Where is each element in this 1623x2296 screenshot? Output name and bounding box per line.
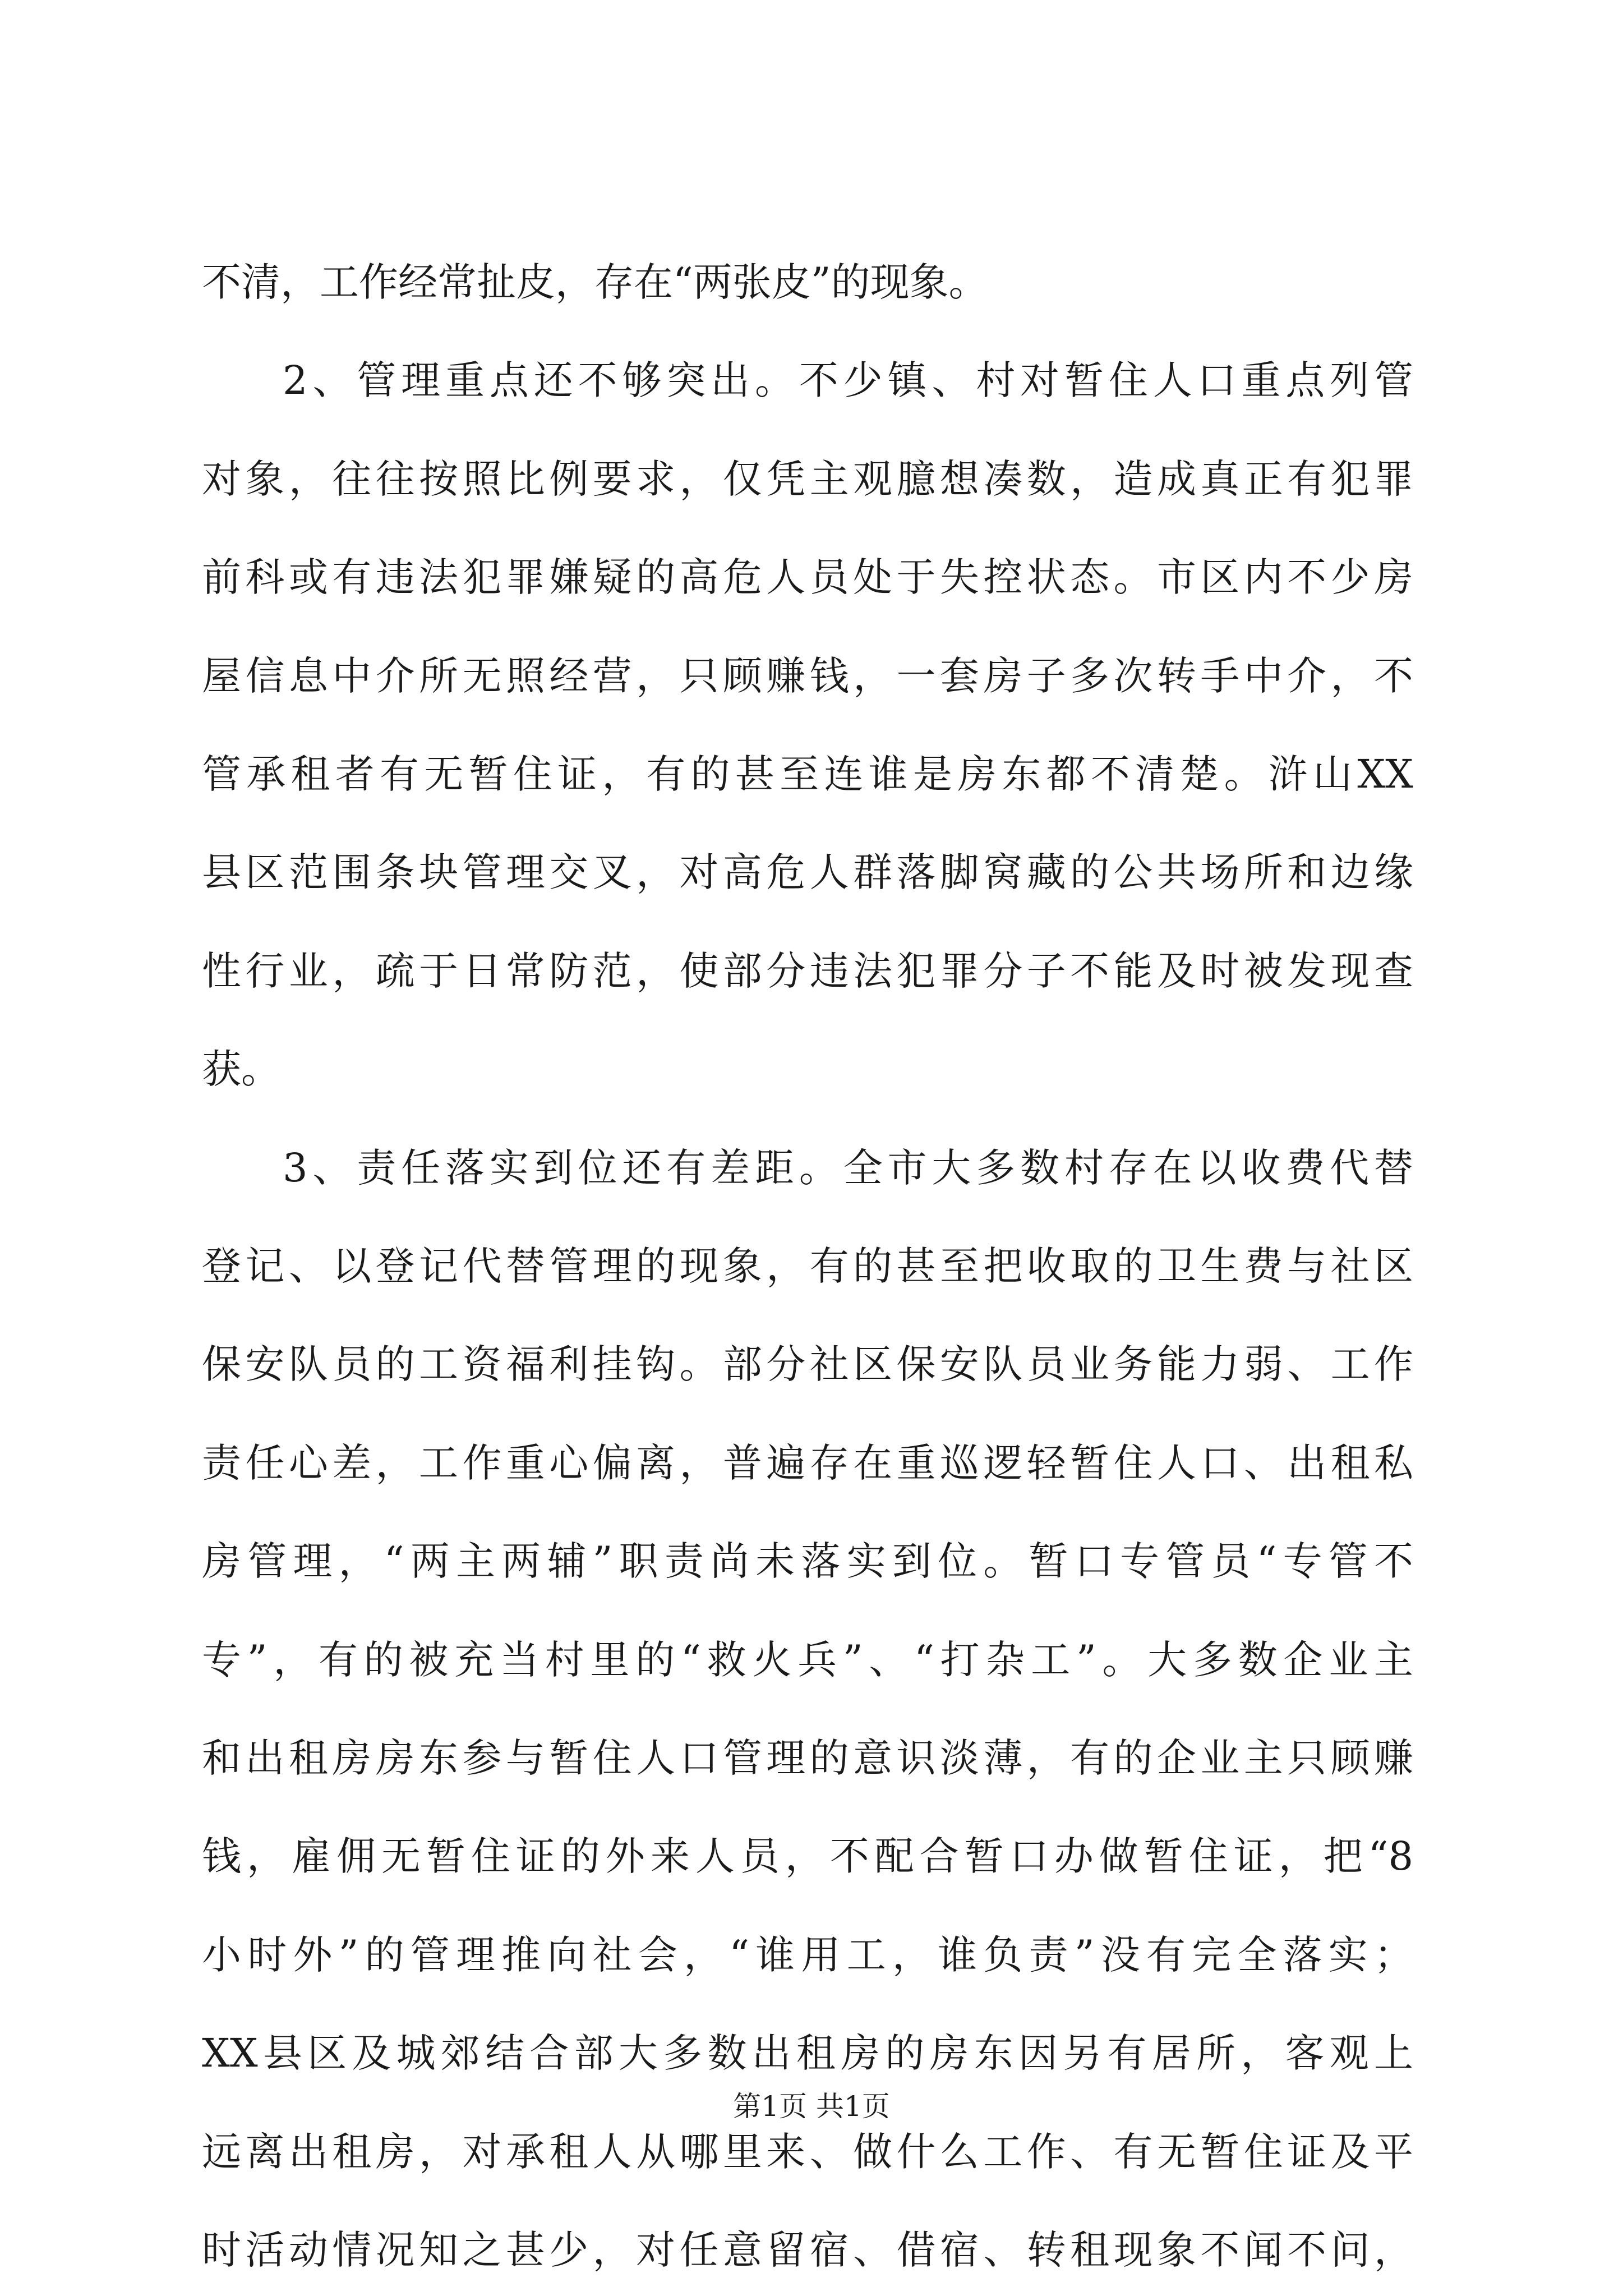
- text-line: 登记、以登记代替管理的现象，有的甚至把收取的卫生费与社区: [202, 1243, 1413, 1289]
- text-line: 远离出租房，对承租人从哪里来、做什么工作、有无暂住证及平: [202, 2129, 1413, 2175]
- text-line: 获。: [202, 1046, 280, 1092]
- text-line: 对象，往往按照比例要求，仅凭主观臆想凑数，造成真正有犯罪: [202, 456, 1413, 502]
- text-line: 小时外”的管理推向社会，“谁用工，谁负责”没有完全落实；: [202, 1932, 1413, 1978]
- text-line: 责任心差，工作重心偏离，普遍存在重巡逻轻暂住人口、出租私: [202, 1440, 1413, 1486]
- text-line: 2、管理重点还不够突出。不少镇、村对暂住人口重点列管: [283, 357, 1413, 403]
- text-line: 3、责任落实到位还有差距。全市大多数村存在以收费代替: [283, 1145, 1413, 1191]
- text-line: 保安队员的工资福利挂钩。部分社区保安队员业务能力弱、工作: [202, 1341, 1413, 1387]
- page-footer: 第1页 共1页: [733, 2090, 890, 2123]
- text-line: 前科或有违法犯罪嫌疑的高危人员处于失控状态。市区内不少房: [202, 554, 1413, 600]
- text-line: 屋信息中介所无照经营，只顾赚钱，一套房子多次转手中介，不: [202, 653, 1413, 699]
- text-line: 钱，雇佣无暂住证的外来人员，不配合暂口办做暂住证，把“8: [202, 1833, 1413, 1879]
- text-line: 专”，有的被充当村里的“救火兵”、“打杂工”。大多数企业主: [202, 1637, 1413, 1683]
- text-line: 县区范围条块管理交叉，对高危人群落脚窝藏的公共场所和边缘: [202, 849, 1413, 895]
- text-line: 不清，工作经常扯皮，存在“两张皮”的现象。: [202, 259, 988, 305]
- text-line: 房管理，“两主两辅”职责尚未落实到位。暂口专管员“专管不: [202, 1538, 1413, 1584]
- text-line: 和出租房房东参与暂住人口管理的意识淡薄，有的企业主只顾赚: [202, 1735, 1413, 1781]
- text-line: XX县区及城郊结合部大多数出租房的房东因另有居所，客观上: [202, 2030, 1413, 2076]
- text-line: 时活动情况知之甚少，对任意留宿、借宿、转租现象不闻不问，: [202, 2227, 1413, 2273]
- text-line: 管承租者有无暂住证，有的甚至连谁是房东都不清楚。浒山XX: [202, 751, 1413, 797]
- text-line: 性行业，疏于日常防范，使部分违法犯罪分子不能及时被发现查: [202, 948, 1413, 994]
